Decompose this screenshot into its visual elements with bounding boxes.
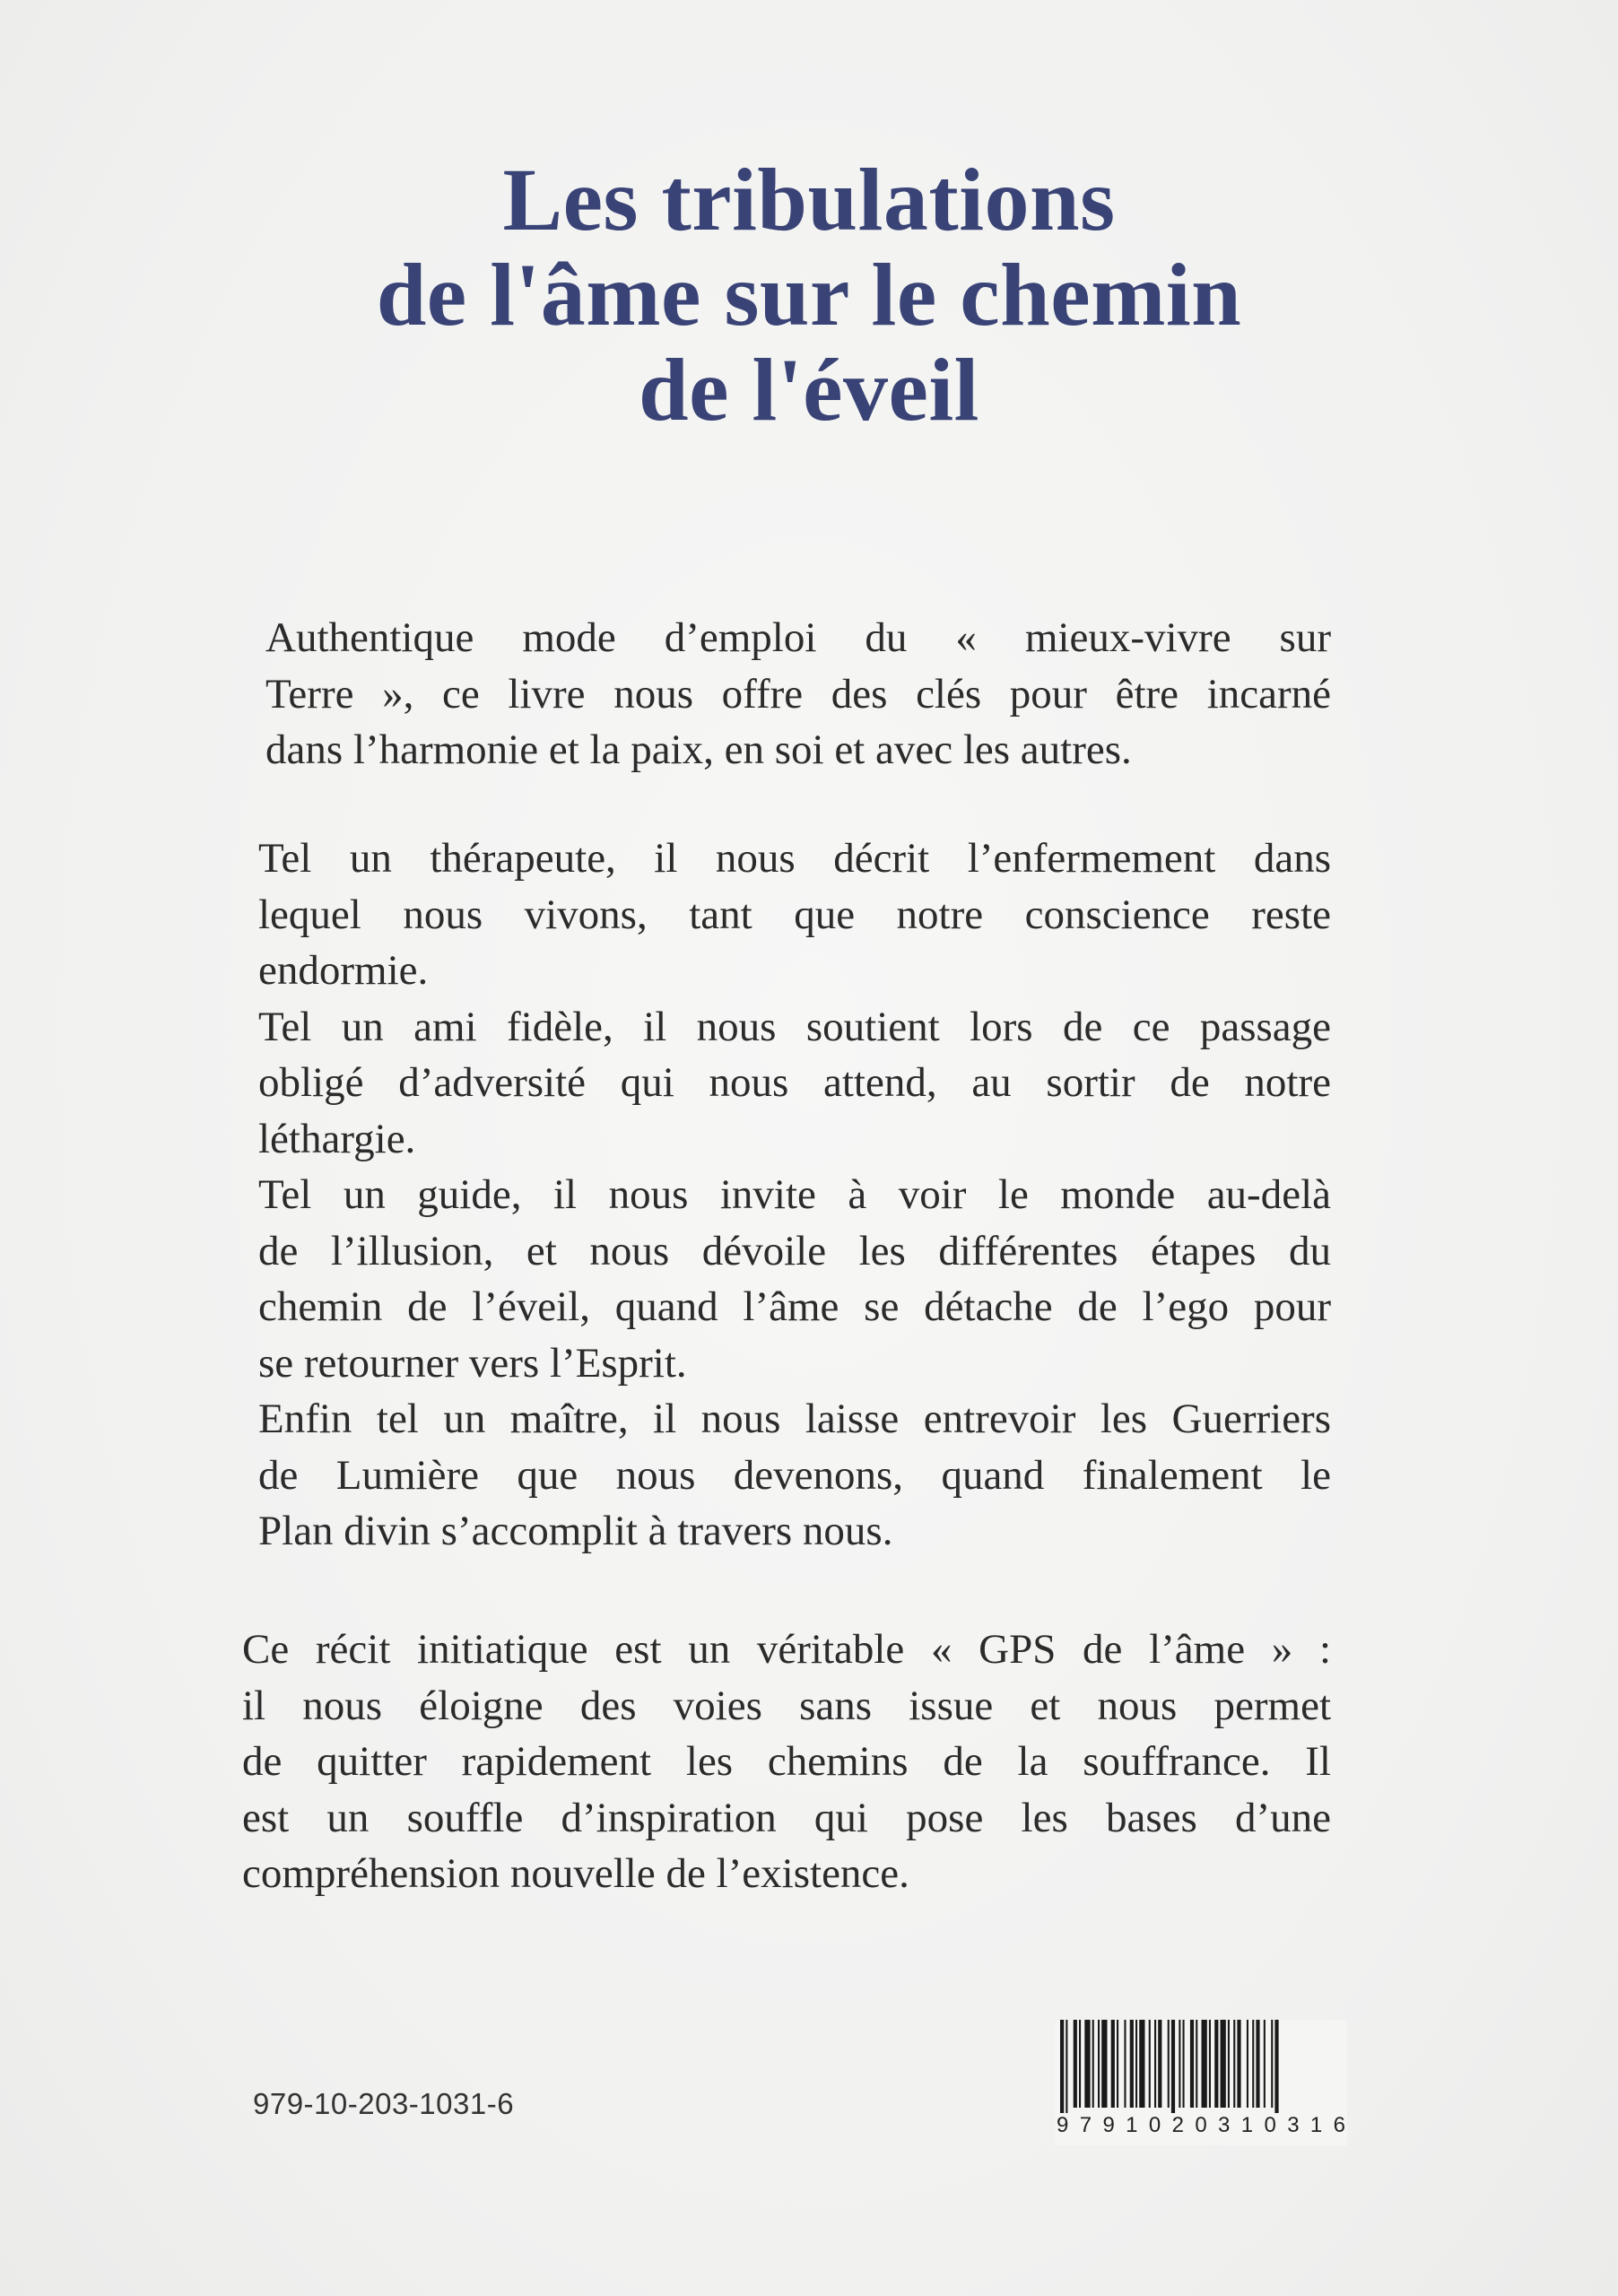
barcode-bar	[1183, 2020, 1185, 2108]
text-line: chemin de l’éveil, quand l’âme se détache de l’ego pour	[258, 1283, 1331, 1330]
title-line: de l'âme sur le chemin	[376, 245, 1242, 344]
barcode-bar	[1202, 2020, 1207, 2108]
barcode-digit: 6	[1333, 2113, 1345, 2137]
barcode-bar	[1264, 2020, 1266, 2108]
barcode-digit: 1	[1240, 2113, 1254, 2137]
blurb-paragraph-3	[242, 1622, 1331, 1902]
barcode	[1055, 2020, 1347, 2145]
barcode-bar	[1221, 2020, 1226, 2108]
barcode-digit: 7	[1079, 2113, 1092, 2137]
barcode-bar	[1168, 2020, 1170, 2108]
text-line: dans l’harmonie et la paix, en soi et avec les autres.	[265, 726, 1132, 773]
barcode-bar	[1139, 2020, 1144, 2108]
text-line: Enfin tel un maître, il nous laisse entrevoir les Guerriers	[258, 1396, 1331, 1442]
barcode-bar	[1060, 2020, 1064, 2113]
text-line: Terre », ce livre nous offre des clés pour être incarné	[265, 670, 1331, 718]
isbn-number: 979-10-203-1031-6	[253, 2087, 515, 2120]
barcode-bar	[1158, 2020, 1161, 2108]
text-line: de quitter rapidement les chemins de la souffrance. Il	[242, 1738, 1331, 1785]
title-line: Les tribulations	[502, 150, 1116, 249]
barcode-bar	[1079, 2020, 1081, 2108]
barcode-bar	[1154, 2020, 1156, 2108]
barcode-bar	[1271, 2020, 1273, 2108]
text-line: Tel un guide, il nous invite à voir le monde au-delà	[258, 1171, 1331, 1218]
text-line: endormie.	[258, 947, 429, 994]
title-line: de l'éveil	[639, 340, 979, 439]
barcode-bar	[1252, 2020, 1254, 2108]
barcode-bar	[1196, 2020, 1197, 2108]
text-line: se retourner vers l’Esprit.	[258, 1339, 687, 1387]
text-line: compréhension nouvelle de l’existence.	[242, 1850, 909, 1897]
barcode-digit: 3	[1218, 2113, 1231, 2137]
text-line: Tel un ami fidèle, il nous soutient lors de ce passage	[258, 1003, 1331, 1050]
text-line: obligé d’adversité qui nous attend, au sortir de notre	[258, 1059, 1331, 1106]
text-line: de l’illusion, et nous dévoile les différentes étapes du	[258, 1227, 1331, 1274]
barcode-bar	[1171, 2020, 1175, 2113]
barcode-bar	[1084, 2020, 1090, 2108]
barcode-bar	[1074, 2020, 1077, 2108]
text-line: de Lumière que nous devenons, quand finalement le	[258, 1451, 1331, 1499]
barcode-bar	[1130, 2020, 1134, 2108]
barcode-bar	[1233, 2020, 1235, 2108]
barcode-bar	[1098, 2020, 1100, 2108]
barcode-bar	[1214, 2020, 1218, 2108]
text-line: lequel nous vivons, tant que notre conscience reste	[258, 891, 1331, 938]
book-title	[0, 152, 1618, 438]
barcode-bar	[1092, 2020, 1094, 2108]
barcode-bar	[1274, 2020, 1278, 2113]
barcode-digits	[1055, 2113, 1347, 2138]
barcode-digit: 3	[1287, 2113, 1300, 2137]
blurb-paragraph-1	[265, 610, 1331, 778]
barcode-digit: 9	[1057, 2113, 1069, 2137]
barcode-bar	[1101, 2020, 1107, 2108]
barcode-bars	[1055, 2020, 1347, 2113]
barcode-bar	[1228, 2020, 1230, 2108]
barcode-digit: 0	[1148, 2113, 1161, 2137]
barcode-digit: 0	[1195, 2113, 1207, 2137]
text-line: est un souffle d’inspiration qui pose les bases d’une	[242, 1794, 1331, 1841]
barcode-digit: 1	[1309, 2113, 1323, 2137]
barcode-digit: 1	[1126, 2113, 1138, 2137]
text-line: Plan divin s’accomplit à travers nous.	[258, 1508, 893, 1554]
barcode-bar	[1111, 2020, 1115, 2108]
text-line: léthargie.	[258, 1115, 416, 1162]
barcode-bar	[1149, 2020, 1151, 2108]
text-line: Authentique mode d’emploi du « mieux-vivre sur	[265, 614, 1331, 661]
barcode-digit: 9	[1102, 2113, 1115, 2137]
barcode-bar	[1237, 2020, 1240, 2108]
blurb-paragraph-2	[258, 831, 1331, 1560]
barcode-bar	[1256, 2020, 1259, 2108]
text-line: Tel un thérapeute, il nous décrit l’enfermement dans	[258, 835, 1331, 882]
barcode-bar	[1179, 2020, 1180, 2108]
barcode-bar	[1247, 2020, 1248, 2108]
barcode-digit: 2	[1171, 2113, 1184, 2137]
barcode-bar	[1124, 2020, 1126, 2108]
barcode-bar	[1209, 2020, 1211, 2108]
barcode-bar	[1117, 2020, 1118, 2108]
text-line: il nous éloigne des voies sans issue et nous permet	[242, 1682, 1331, 1729]
text-line: Ce récit initiatique est un véritable « GPS de l’âme » :	[242, 1626, 1331, 1673]
barcode-bar	[1135, 2020, 1137, 2108]
barcode-bar	[1066, 2020, 1067, 2113]
barcode-bar	[1190, 2020, 1194, 2108]
barcode-digit: 0	[1264, 2113, 1276, 2137]
